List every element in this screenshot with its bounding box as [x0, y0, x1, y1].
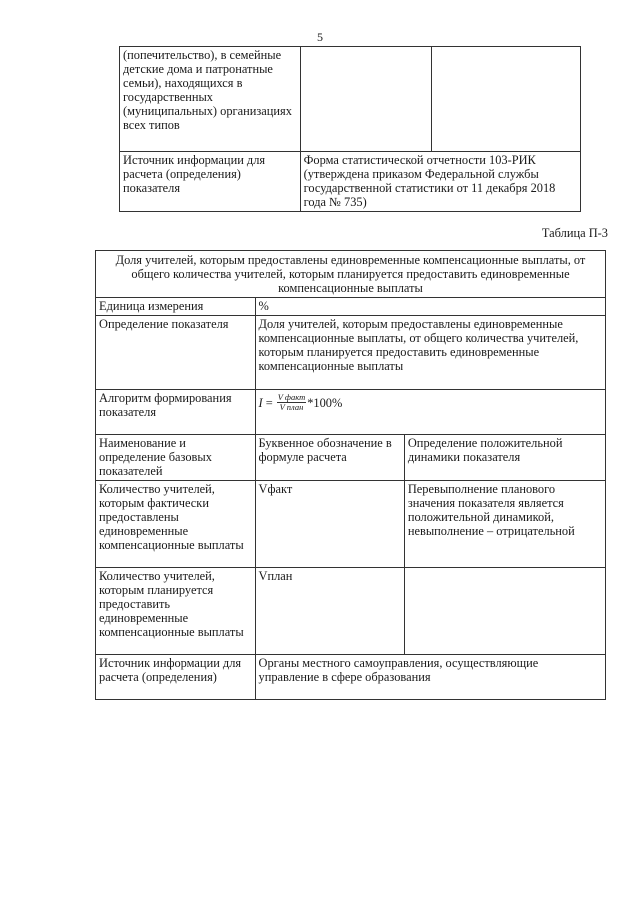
table-row [120, 152, 581, 212]
header-symbol: Буквенное обозначение в формуле расчета [255, 435, 404, 481]
definition-value: Доля учителей, которым предоставлены единовременные компенсационные выплаты, от общего количества учителей, которым планируется предоставить единовременные компенсационные выплаты [255, 316, 605, 390]
base-indicator-symbol: Vфакт [255, 481, 404, 568]
formula-denominator: V план [279, 402, 304, 412]
formula [259, 393, 343, 412]
empty-cell [431, 47, 580, 152]
unit-value: % [255, 298, 605, 316]
table-caption: Таблица П-3 [541, 226, 608, 240]
table-row [96, 390, 606, 435]
header-dynamics: Определение положительной динамики показателя [404, 435, 605, 481]
algorithm-label: Алгоритм формирования показателя [96, 390, 256, 435]
source-value: Форма статистической отчетности 103-РИК (утверждена приказом Федеральной службы государственной статистики от 11 декабря 2018 года № 735) [300, 152, 580, 212]
formula-fraction [277, 393, 306, 412]
table-header-row [96, 435, 606, 481]
table-row [96, 655, 606, 700]
table-title-row [96, 251, 606, 298]
source-label: Источник информации для расчета (определения) показателя [120, 152, 301, 212]
base-indicator-dynamics: Перевыполнение планового значения показателя является положительной динамикой, невыполнение – отрицательной [404, 481, 605, 568]
base-indicator-dynamics [404, 568, 605, 655]
table-row [96, 298, 606, 316]
formula-numerator: V факт [277, 392, 306, 402]
definition-label: Определение показателя [96, 316, 256, 390]
row-label: (попечительство), в семейные детские дома и патронатные семьи), находящихся в государственных (муниципальных) организациях всех типов [120, 47, 301, 152]
algorithm-formula [255, 390, 605, 435]
indicator-table-p3 [95, 250, 606, 700]
source-value: Органы местного самоуправления, осуществляющие управление в сфере образования [255, 655, 605, 700]
base-indicator-name: Количество учителей, которым фактически предоставлены единовременные компенсационные выплаты [96, 481, 256, 568]
formula-lhs: I [258, 395, 263, 410]
formula-equals: = [265, 395, 273, 410]
table-row [96, 568, 606, 655]
table-row [120, 47, 581, 152]
table-row [96, 481, 606, 568]
source-label: Источник информации для расчета (определения) [96, 655, 256, 700]
table-title: Доля учителей, которым предоставлены единовременные компенсационные выплаты, от общего количества учителей, которым планируется предоставить единовременные компенсационные выплаты [96, 251, 606, 298]
indicator-table-continued [119, 46, 581, 212]
empty-cell [300, 47, 431, 152]
table-row [96, 316, 606, 390]
base-indicator-name: Количество учителей, которым планируется предоставить единовременные компенсационные выплаты [96, 568, 256, 655]
unit-label: Единица измерения [96, 298, 256, 316]
formula-rhs: *100% [307, 395, 343, 410]
header-name: Наименование и определение базовых показателей [96, 435, 256, 481]
base-indicator-symbol: Vплан [255, 568, 404, 655]
page-number: 5 [317, 30, 323, 44]
